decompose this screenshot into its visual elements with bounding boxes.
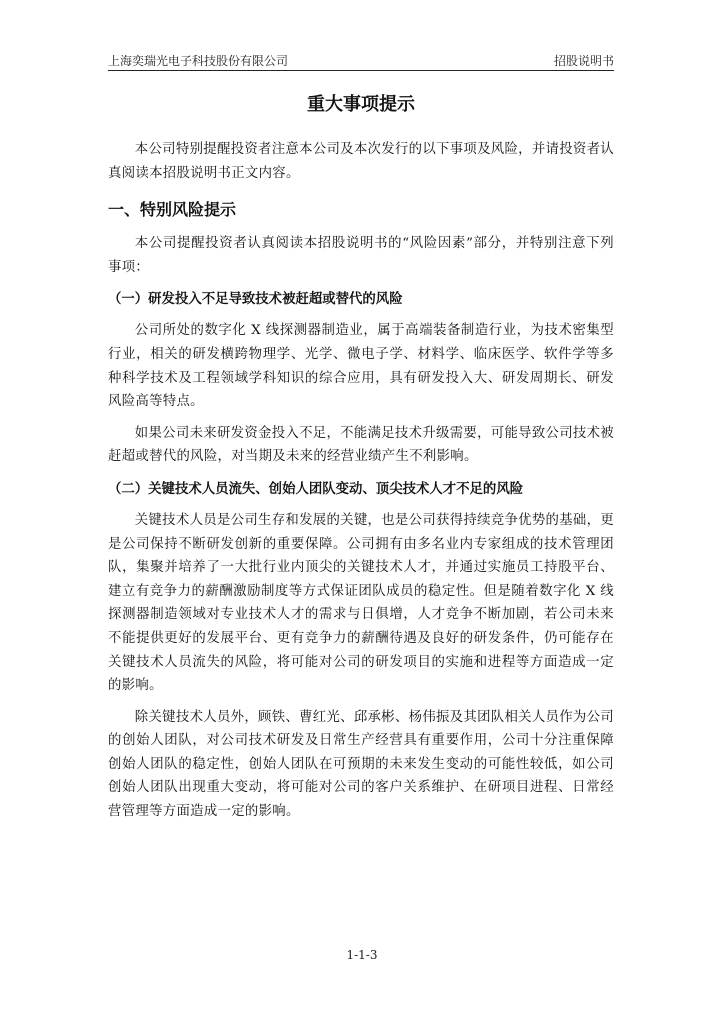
risk-heading-rd-investment: （一）研发投入不足导致技术被赶超或替代的风险 [108,292,403,308]
header-document-type: 招股说明书 [553,54,614,68]
page-header [108,50,614,71]
risk-heading-key-personnel: （二）关键技术人员流失、创始人团队变动、顶尖技术人才不足的风险 [108,481,524,497]
header-company-name: 上海奕瑞光电子科技股份有限公司 [108,54,289,68]
section-heading-special-risk: 一、特别风险提示 [108,200,237,220]
risk1-paragraph-2: 如果公司未来研发资金投入不足，不能满足技术升级需要，可能导致公司技术被赶超或替代的风险，对当期及未来的经营业绩产生不利影响。 [108,425,614,465]
intro-paragraph: 本公司特别提醒投资者注意本公司及本次发行的以下事项及风险，并请投资者认真阅读本招股说明书正文内容。 [108,142,614,181]
risk2-paragraph-1: 关键技术人员是公司生存和发展的关键，也是公司获得持续竞争优势的基础，更是公司保持不断研发创新的重要保障。公司拥有由多名业内专家组成的技术管理团队，集聚并培养了一大批行业内顶尖的关键技术人才，并通过实施员工持股平台、建立有竞争力的薪酬激励制度等方式保证团队成员的稳定性。但是随着数字化 X 线探测器制造领域对专业技术人才的需求与日俱增，人才竞争不断加剧，若公司未来不能提供更好的发展平台、更有竞争力的薪酬待遇及良好的研发条件，仍可能存在关键技术人员流失的风险，将可能对公司的研发项目的实施和进程等方面造成一定的影响。 [108,512,614,694]
risk2-paragraph-2: 除关键技术人员外，顾铁、曹红光、邱承彬、杨伟振及其团队相关人员作为公司的创始人团队，对公司技术研发及日常生产经营具有重要作用，公司十分注重保障创始人团队的稳定性，创始人团队在可预期的未来发生变动的可能性较低，如公司创始人团队出现重大变动，将可能对公司的客户关系维护、在研项目进程、日常经营管理等方面造成一定的影响。 [108,709,614,820]
page-title: 重大事项提示 [307,94,415,115]
section-intro-paragraph: 本公司提醒投资者认真阅读本招股说明书的“风险因素”部分，并特别注意下列事项： [108,236,614,275]
risk1-paragraph-1: 公司所处的数字化 X 线探测器制造业，属于高端装备制造行业，为技术密集型行业，相关的研发横跨物理学、光学、微电子学、材料学、临床医学、软件学等多种科学技术及工程领域学科知识的综合应用，具有研发投入大、研发周期长、研发风险高等特点。 [108,323,614,410]
page-number: 1-1-3 [346,948,378,962]
page-content [108,92,614,824]
